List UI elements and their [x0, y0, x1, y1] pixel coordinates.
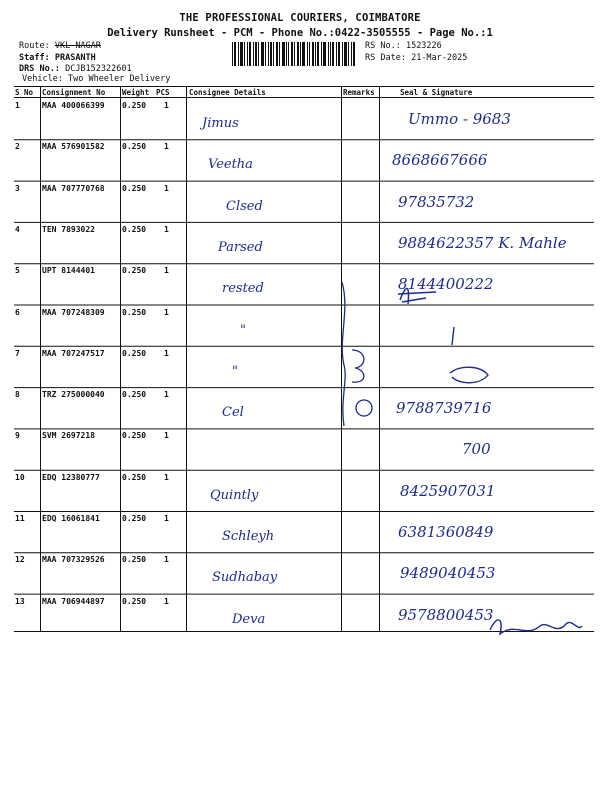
row-consignee-handwritten: Parsed — [218, 239, 263, 255]
row-consignee-handwritten: rested — [222, 281, 264, 297]
runsheet-subtitle: Delivery Runsheet - PCM - Phone No.:0422-3505555 - Page No.:1 — [107, 27, 493, 39]
barcode-bar — [234, 42, 236, 66]
barcode-bar — [336, 42, 337, 66]
row-consignee-handwritten: Jimus — [202, 116, 239, 131]
route-value: VKL NAGAR — [54, 41, 101, 51]
barcode-bar — [309, 42, 310, 66]
barcode-bar — [342, 42, 343, 66]
barcode-bar — [265, 42, 266, 66]
rs-date-value: 21-Mar-2025 — [411, 53, 468, 63]
row-signature-handwritten: 9788739716 — [396, 399, 492, 418]
row-consignment-no: SVM 2697218 — [42, 431, 95, 441]
barcode-bar — [240, 42, 243, 66]
row-consignee-handwritten: Schleyh — [222, 529, 275, 544]
row-consignment-no: MAA 707770768 — [42, 183, 105, 193]
vehicle-line: Vehicle: Two Wheeler Delivery — [22, 74, 171, 84]
drs-line — [19, 64, 132, 74]
barcode-bar — [255, 42, 257, 66]
row-consignment-no: MAA 576901582 — [42, 142, 105, 152]
row-consignment-no: MAA 706944897 — [42, 596, 105, 606]
col-header-consignment: Consignment No — [42, 88, 106, 97]
col-header-weight: Weight — [122, 88, 150, 97]
barcode-bar — [282, 42, 285, 66]
barcode-bar — [232, 42, 233, 66]
row-pcs: 1 — [164, 224, 169, 234]
barcode-bar — [351, 42, 352, 66]
barcode-bar — [276, 42, 278, 66]
row-weight: 0.250 — [122, 348, 147, 358]
row-signature-handwritten: 8144400222 — [398, 275, 494, 294]
barcode-bar — [268, 42, 269, 66]
row-consignee-handwritten: " — [232, 363, 238, 379]
barcode-bar — [307, 42, 308, 66]
row-pcs: 1 — [164, 431, 169, 441]
barcode-bar — [300, 42, 301, 66]
row-pcs: 1 — [164, 183, 169, 193]
barcode-bar — [302, 42, 305, 66]
row-consignee-handwritten: Sudhabay — [212, 570, 278, 586]
row-pcs: 1 — [164, 142, 169, 152]
row-weight: 0.250 — [122, 101, 147, 110]
row-sno: 7 — [15, 348, 20, 358]
col-header-consignee: Consignee Details — [189, 88, 266, 97]
barcode-bar — [338, 42, 340, 66]
barcode-bar — [321, 42, 322, 66]
row-pcs: 1 — [164, 596, 169, 606]
row-signature-handwritten: 8668667666 — [392, 151, 488, 170]
row-sno: 1 — [15, 101, 20, 110]
row-consignment-no: EDQ 16061841 — [42, 514, 100, 523]
barcode-bar — [261, 42, 264, 66]
row-signature-handwritten: 6381360849 — [398, 523, 494, 541]
staff-value: PRASANTH — [54, 53, 96, 63]
row-weight: 0.250 — [122, 596, 147, 606]
row-consignment-no: EDQ 12380777 — [42, 472, 100, 482]
barcode-bar — [286, 42, 287, 66]
barcode-bar — [297, 42, 299, 66]
row-sno: 13 — [15, 596, 25, 606]
barcode-bar — [249, 42, 251, 66]
row-signature-handwritten: 97835732 — [398, 192, 475, 211]
row-consignment-no: UPT 8144401 — [42, 266, 95, 276]
row-pcs: 1 — [164, 472, 169, 482]
rs-date-label: RS Date: — [365, 53, 406, 63]
barcode-bar — [294, 42, 295, 66]
row-weight: 0.250 — [122, 142, 147, 152]
route-label: Route: — [19, 41, 50, 51]
col-header-sno: S No — [15, 88, 34, 97]
row-sno: 11 — [15, 514, 25, 523]
drs-value: DCJB152322601 — [65, 64, 132, 74]
staff-line — [19, 53, 96, 63]
row-consignment-no: MAA 707329526 — [42, 555, 105, 565]
barcode-bar — [317, 42, 319, 66]
barcode-bar — [279, 42, 280, 66]
company-name: THE PROFESSIONAL COURIERS, COIMBATORE — [179, 12, 421, 24]
row-consignment-no: TEN 7893022 — [42, 224, 95, 234]
row-sno: 3 — [15, 183, 20, 193]
row-pcs: 1 — [164, 390, 169, 400]
col-header-signature: Seal & Signature — [400, 88, 473, 97]
barcode-bar — [323, 42, 326, 66]
col-header-pcs: PCS — [156, 88, 170, 97]
staff-label: Staff: — [19, 53, 50, 63]
barcode-image — [230, 42, 358, 66]
row-signature-handwritten: 9578800453 — [398, 605, 494, 624]
row-sno: 8 — [15, 390, 20, 400]
row-sno: 9 — [15, 431, 20, 441]
row-consignee-handwritten: Clsed — [226, 198, 263, 214]
row-consignment-no: MAA 707248309 — [42, 307, 105, 317]
rs-no-label: RS No.: — [365, 41, 401, 51]
row-consignment-no: MAA 400066399 — [42, 101, 105, 110]
route-line — [19, 41, 101, 51]
remarks-bracket-mark — [330, 280, 380, 430]
row-pcs: 1 — [164, 266, 169, 276]
row-pcs: 1 — [164, 307, 169, 317]
row-sno: 5 — [15, 266, 20, 276]
barcode-bar — [348, 42, 349, 66]
row-consignee-handwritten: " — [240, 322, 246, 338]
barcode-bar — [353, 42, 355, 66]
row-weight: 0.250 — [122, 472, 147, 482]
row-weight: 0.250 — [122, 555, 147, 565]
barcode-bar — [344, 42, 347, 66]
barcode-bar — [288, 42, 289, 66]
row-13-signature-scribble — [486, 612, 586, 642]
barcode-bar — [244, 42, 245, 66]
barcode-bar — [312, 42, 314, 66]
barcode-bar — [291, 42, 293, 66]
barcode-bar — [332, 42, 334, 66]
row-5-signature-scribble — [396, 280, 516, 316]
row-weight: 0.250 — [122, 390, 147, 400]
row-6-7-signature-scribble — [440, 325, 500, 395]
row-signature-handwritten: 8425907031 — [400, 481, 496, 500]
rs-no-value: 1523226 — [405, 41, 442, 51]
row-consignment-no: MAA 707247517 — [42, 348, 105, 358]
rs-no-line — [365, 41, 442, 51]
barcode-bar — [273, 42, 274, 66]
row-consignee-handwritten: Cel — [222, 405, 244, 421]
row-signature-handwritten: 9489040453 — [400, 564, 496, 583]
barcode-bar — [270, 42, 272, 66]
row-weight: 0.250 — [122, 514, 147, 523]
row-consignee-handwritten: Quintly — [210, 487, 259, 503]
row-pcs: 1 — [164, 348, 169, 358]
row-weight: 0.250 — [122, 266, 147, 276]
row-sno: 6 — [15, 307, 20, 317]
row-sno: 12 — [15, 555, 25, 565]
barcode-bar — [328, 42, 329, 66]
row-consignment-no: TRZ 275000040 — [42, 390, 105, 400]
row-consignee-handwritten: Deva — [232, 611, 266, 627]
row-signature-handwritten: 700 — [462, 440, 491, 459]
barcode-bar — [315, 42, 316, 66]
row-pcs: 1 — [164, 101, 169, 110]
row-sno: 2 — [15, 142, 20, 152]
row-signature-handwritten: 9884622357 K. Mahle — [398, 233, 567, 252]
barcode-bar — [238, 42, 239, 66]
row-weight: 0.250 — [122, 224, 147, 234]
col-header-remarks: Remarks — [343, 88, 375, 97]
row-sno: 10 — [15, 472, 25, 482]
drs-label: DRS No.: — [19, 64, 60, 74]
runsheet-table-grid — [14, 86, 594, 632]
row-consignee-handwritten: Veetha — [208, 157, 253, 173]
row-pcs: 1 — [164, 514, 169, 523]
barcode-bar — [247, 42, 248, 66]
barcode-bar — [330, 42, 331, 66]
row-pcs: 1 — [164, 555, 169, 565]
row-sno: 4 — [15, 224, 20, 234]
barcode-bar — [253, 42, 254, 66]
row-weight: 0.250 — [122, 183, 147, 193]
barcode-bar — [258, 42, 259, 66]
row-weight: 0.250 — [122, 307, 147, 317]
row-weight: 0.250 — [122, 431, 147, 441]
rs-date-line — [365, 53, 467, 63]
row-signature-handwritten: Ummo - 9683 — [408, 110, 511, 128]
